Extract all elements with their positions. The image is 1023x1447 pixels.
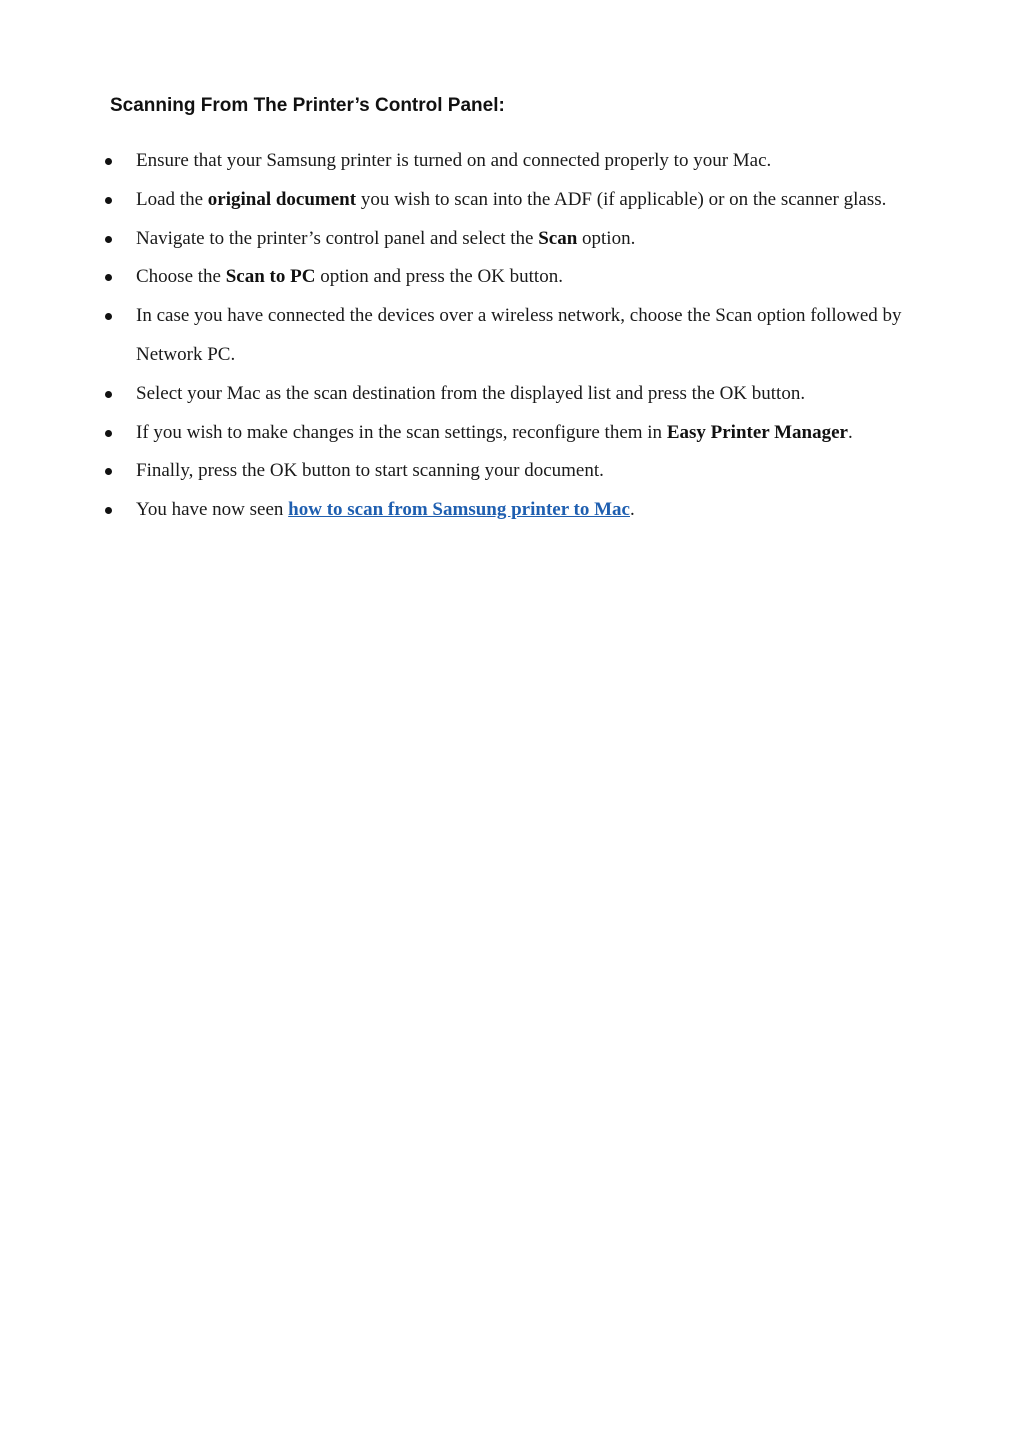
list-item [104, 220, 954, 259]
list-item [104, 142, 954, 181]
item-text: you wish to scan into the ADF (if applicable) or on the scanner glass. [356, 188, 887, 210]
bullet-icon [105, 391, 112, 398]
list-item [104, 491, 954, 530]
item-text: You have now seen [136, 499, 289, 521]
instructions-list [104, 142, 954, 530]
item-text: . [847, 421, 853, 443]
bullet-icon [105, 313, 112, 320]
item-bold-text: original document [207, 188, 357, 210]
item-text: If you wish to make changes in the scan settings, reconfigure them in [136, 421, 667, 443]
item-text: Select your Mac as the scan destination from the displayed list and press the OK button. [136, 382, 806, 404]
list-item [104, 452, 954, 491]
list-item [104, 181, 954, 220]
bullet-icon [105, 236, 112, 243]
list-item [104, 297, 954, 375]
section-heading: Scanning From The Printer’s Control Panel: [110, 95, 505, 116]
scan-guide-link[interactable]: how to scan from Samsung printer to Mac [288, 499, 630, 521]
item-text: Choose the [136, 266, 226, 288]
bullet-icon [105, 507, 112, 514]
bullet-icon [105, 158, 112, 165]
item-text: . [630, 499, 635, 521]
item-text: Ensure that your Samsung printer is turned on and connected properly to your Mac. [136, 150, 772, 171]
list-item [104, 414, 954, 453]
bullet-icon [105, 468, 112, 475]
bullet-icon [105, 197, 112, 204]
item-text: Finally, press the OK button to start scanning your document. [136, 460, 604, 482]
list-item [104, 375, 954, 414]
bullet-icon [105, 274, 112, 281]
bullet-icon [105, 430, 112, 437]
item-text: Navigate to the printer’s control panel and select the [136, 227, 539, 249]
list-item [104, 258, 954, 297]
item-text: Load the [136, 188, 208, 210]
item-text: option. [577, 227, 636, 249]
item-text: option and press the OK button. [315, 266, 563, 288]
item-bold-text: Scan [538, 227, 578, 249]
item-bold-text: Easy Printer Manager [666, 421, 848, 443]
item-bold-text: Scan to PC [225, 266, 316, 288]
item-text: In case you have connected the devices over a wireless network, choose the Scan option followed by Network PC. [136, 305, 902, 365]
